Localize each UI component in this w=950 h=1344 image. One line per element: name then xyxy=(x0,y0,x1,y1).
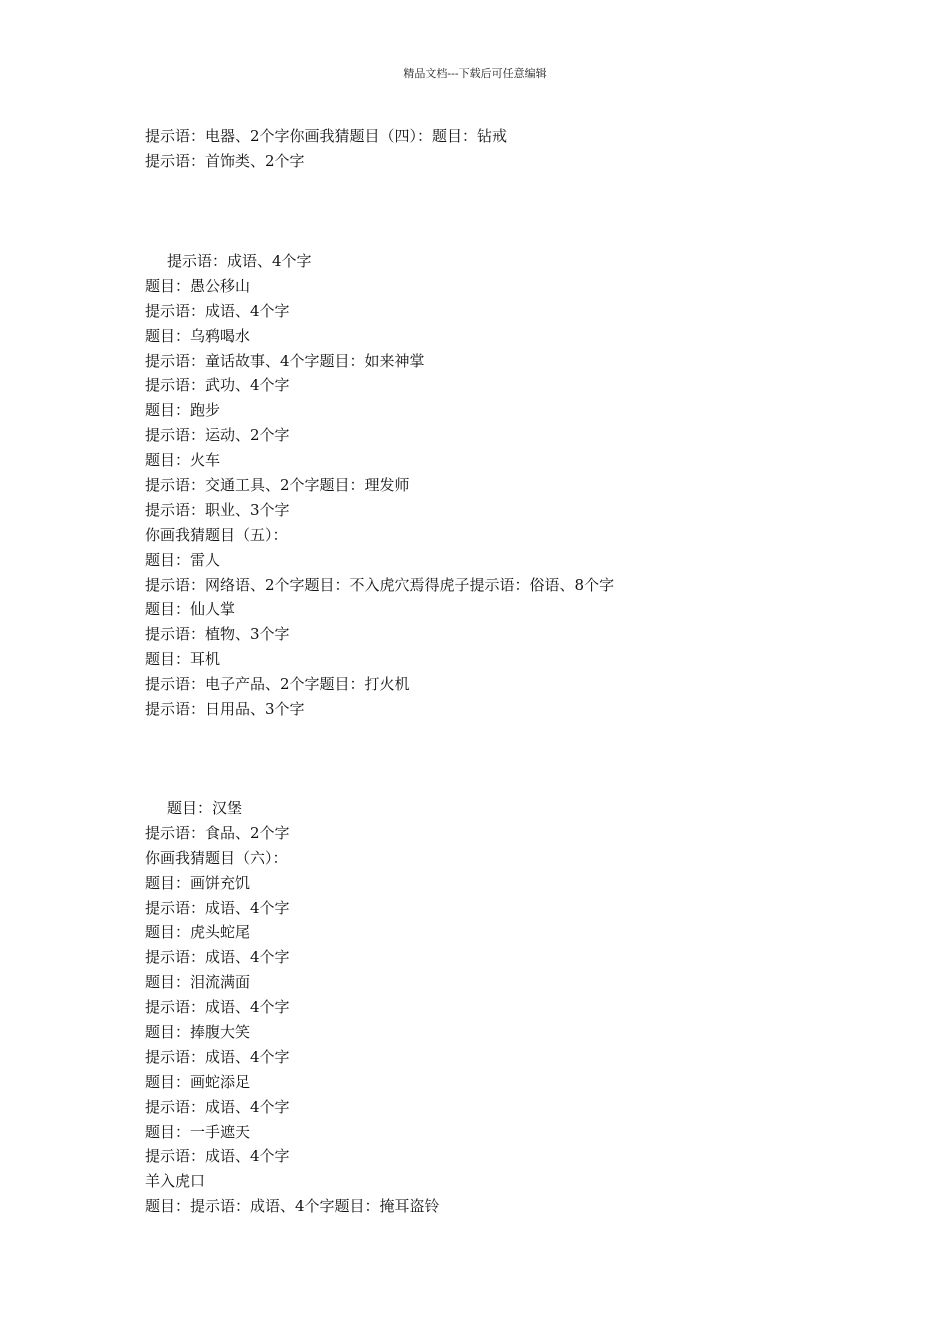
page-header: 精品文档---下载后可任意编辑 xyxy=(403,67,547,80)
text-line: 题目：火车 xyxy=(145,451,221,470)
text-line: 提示语：成语、4个字 xyxy=(145,1047,290,1066)
text-block-2 xyxy=(145,249,845,722)
text-line: 题目：雷人 xyxy=(145,550,221,569)
text-line: 提示语：植物、3个字 xyxy=(145,625,290,644)
text-line: 你画我猜题目（六）： xyxy=(145,848,288,867)
text-line: 提示语：成语、4个字 xyxy=(145,1097,290,1116)
text-line: 提示语：成语、4个字 xyxy=(145,1147,290,1166)
text-line: 提示语：职业、3个字 xyxy=(145,500,290,519)
text-block-1 xyxy=(145,124,845,174)
text-line: 题目：乌鸦喝水 xyxy=(145,326,251,345)
text-block-3 xyxy=(145,796,845,1219)
text-line: 题目：汉堡 xyxy=(167,799,243,817)
text-line: 提示语：交通工具、2个字题目：理发师 xyxy=(145,476,410,495)
text-line: 提示语：日用品、3个字 xyxy=(145,700,305,719)
text-line: 你画我猜题目（五）： xyxy=(145,525,288,544)
text-line: 题目：捧腹大笑 xyxy=(145,1023,251,1042)
text-line: 题目：愚公移山 xyxy=(145,276,251,295)
text-line: 提示语：食品、2个字 xyxy=(145,823,290,842)
text-line: 题目：虎头蛇尾 xyxy=(145,923,251,942)
text-line: 提示语：首饰类、2个字 xyxy=(145,151,305,170)
text-line: 提示语：电器、2个字你画我猜题目（四）：题目：钻戒 xyxy=(145,127,508,145)
text-line: 羊入虎口 xyxy=(145,1172,206,1191)
text-line: 提示语：网络语、2个字题目：不入虎穴焉得虎子提示语：俗语、8个字 xyxy=(145,575,615,594)
text-line: 提示语：成语、4个字 xyxy=(167,252,312,270)
text-line: 题目：一手遮天 xyxy=(145,1122,251,1141)
text-line: 题目：跑步 xyxy=(145,401,221,420)
text-line: 提示语：成语、4个字 xyxy=(145,301,290,320)
text-line: 题目：画饼充饥 xyxy=(145,873,251,892)
text-line: 题目：提示语：成语、4个字题目：掩耳盗铃 xyxy=(145,1197,440,1216)
text-line: 提示语：运动、2个字 xyxy=(145,426,290,445)
text-line: 提示语：成语、4个字 xyxy=(145,898,290,917)
text-line: 提示语：成语、4个字 xyxy=(145,948,290,967)
text-line: 提示语：童话故事、4个字题目：如来神掌 xyxy=(145,351,425,370)
text-line: 题目：泪流满面 xyxy=(145,973,251,992)
text-line: 提示语：电子产品、2个字题目：打火机 xyxy=(145,675,410,694)
text-line: 题目：仙人掌 xyxy=(145,600,236,619)
text-line: 提示语：武功、4个字 xyxy=(145,376,290,395)
text-line: 题目：耳机 xyxy=(145,650,221,669)
text-line: 题目：画蛇添足 xyxy=(145,1072,251,1091)
text-line: 提示语：成语、4个字 xyxy=(145,998,290,1017)
